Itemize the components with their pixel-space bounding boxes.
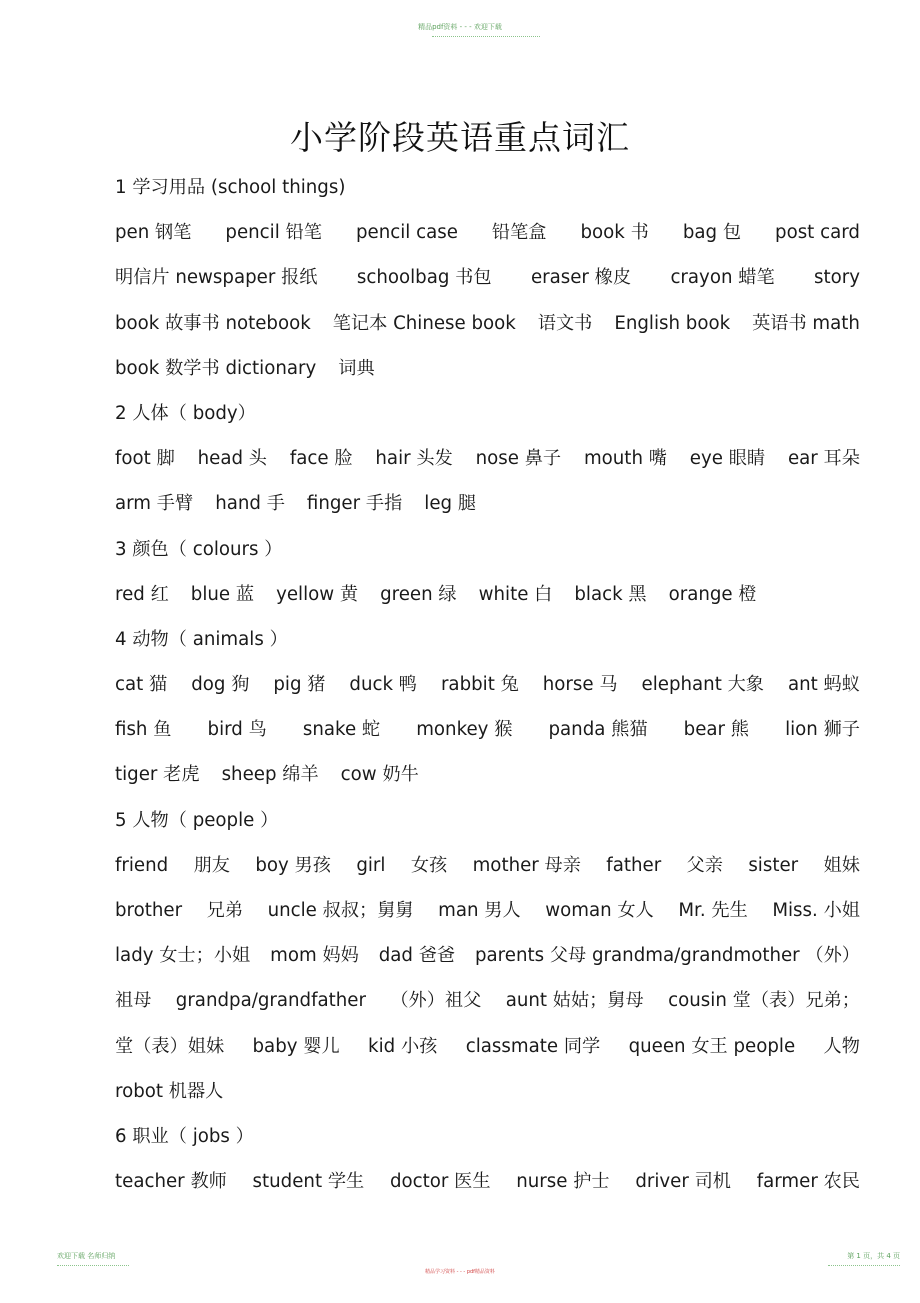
vocab-entry: eraser 橡皮 [530, 267, 632, 289]
vocab-entry: classmate 同学 [465, 1035, 601, 1057]
section-heading-text: 2 人体（ body） [115, 402, 256, 424]
vocab-entry: yellow 黄 [276, 583, 359, 605]
section-heading [115, 617, 860, 662]
vocab-entry: dad 爸爸 [378, 945, 456, 967]
section-heading-text: 6 职业（ jobs ） [115, 1125, 254, 1147]
vocab-line [115, 1159, 860, 1204]
footer-left-note: 欢迎下载 名师归纳 [57, 1252, 116, 1260]
document-title: 小学阶段英语重点词汇 [290, 118, 630, 157]
vocab-entry: cousin 堂（表）兄弟； [668, 990, 860, 1012]
vocab-entry: pen 钢笔 [115, 222, 192, 244]
vocab-entry: foot 脚 [115, 448, 175, 470]
vocab-line [115, 210, 860, 255]
vocab-entry: man 男人 [438, 900, 521, 921]
vocab-entry: horse 马 [542, 674, 618, 696]
vocab-entry: book 书 [580, 222, 649, 244]
vocab-entry: lion 狮子 [785, 719, 860, 741]
vocab-entry: book 数学书 dictionary [115, 357, 317, 379]
vocab-entry: lady 女士；小姐 [115, 945, 251, 967]
vocab-entry: head 头 [197, 448, 267, 470]
section-heading [115, 391, 860, 436]
vocab-entry: sheep 绵羊 [221, 764, 319, 786]
footer-watermark: 精品学习资料 - - - pdf精品资料 [425, 1269, 495, 1275]
vocab-entry: dog 狗 [191, 674, 250, 696]
vocab-entry: crayon 蜡笔 [670, 267, 775, 289]
vocab-entry: 词典 [338, 357, 375, 379]
vocab-entry: cow 奶牛 [340, 764, 419, 786]
vocab-line [115, 572, 860, 617]
vocab-entry: ear 耳朵 [787, 448, 860, 470]
vocab-entry: green 绿 [380, 583, 457, 605]
section-heading [115, 527, 860, 572]
vocab-entry: blue 蓝 [190, 583, 255, 605]
vocab-entry: snake 蛇 [302, 719, 381, 741]
vocab-entry: robot 机器人 [115, 1080, 224, 1102]
vocab-entry: leg 腿 [424, 493, 477, 515]
vocab-entry: black 黑 [574, 583, 647, 605]
vocab-line [115, 707, 860, 752]
vocab-entry: brother [115, 900, 183, 921]
vocab-line [115, 843, 860, 888]
vocab-entry: 姐妹 [823, 854, 860, 876]
vocab-entry: baby 婴儿 [252, 1035, 340, 1057]
vocab-line [115, 346, 860, 391]
section-heading-text: 3 颜色（ colours ） [115, 538, 283, 560]
vocab-line [115, 752, 860, 797]
vocabulary-list [115, 165, 860, 1204]
vocab-line [115, 301, 860, 346]
vocab-entry: red 红 [115, 583, 169, 605]
vocab-entry: story [814, 267, 860, 289]
vocab-entry: schoolbag 书包 [356, 267, 492, 289]
vocab-entry: 笔记本 Chinese book [332, 312, 516, 334]
vocab-entry: mom 妈妈 [270, 945, 359, 967]
footer-right-divider [828, 1265, 900, 1266]
vocab-line [115, 662, 860, 707]
vocab-entry: hand 手 [215, 493, 285, 515]
vocab-entry: 女孩 [410, 854, 448, 876]
vocab-entry: friend [115, 854, 169, 876]
vocab-entry: grandpa/grandfather [175, 990, 366, 1012]
vocab-entry: 明信片 newspaper 报纸 [115, 267, 318, 289]
vocab-entry: 英语书 math [752, 312, 860, 334]
vocab-entry: finger 手指 [306, 493, 403, 515]
vocab-entry: student 学生 [252, 1171, 365, 1193]
page-number: 第 1 页，共 4 页 [847, 1252, 900, 1260]
vocab-entry: girl [356, 854, 386, 876]
vocab-entry: English book [614, 312, 731, 334]
vocab-entry: Miss. 小姐 [772, 900, 860, 921]
vocab-entry: teacher 教师 [115, 1171, 227, 1193]
section-heading-text: 5 人物（ people ） [115, 809, 279, 831]
vocab-entry: nurse 护士 [516, 1171, 610, 1193]
vocab-entry: fish 鱼 [115, 719, 172, 741]
vocab-entry: driver 司机 [635, 1171, 731, 1193]
vocab-entry: orange 橙 [668, 583, 757, 605]
vocab-entry: eye 眼睛 [689, 448, 766, 470]
vocab-entry: 父亲 [686, 854, 723, 876]
section-heading [115, 165, 860, 210]
vocab-entry: 朋友 [193, 854, 230, 876]
section-heading-text: 1 学习用品 (school things) [115, 177, 346, 198]
vocab-entry: queen 女王 people [628, 1035, 796, 1057]
vocab-entry: book 故事书 notebook [115, 312, 311, 334]
vocab-entry: post card [775, 222, 860, 244]
vocab-entry: parents 父母 grandma/grandmother （外） [474, 945, 860, 967]
vocab-entry: pencil case [355, 222, 458, 244]
vocab-line [115, 481, 860, 526]
vocab-entry: mother 母亲 [472, 854, 581, 876]
vocab-entry: bear 熊 [683, 719, 749, 741]
vocab-line [115, 933, 860, 978]
vocab-entry: tiger 老虎 [115, 764, 200, 786]
vocab-entry: cat 猫 [115, 674, 168, 696]
vocab-entry: father [606, 854, 662, 876]
vocab-entry: 堂（表）姐妹 [115, 1035, 225, 1057]
vocab-entry: pig 猪 [273, 674, 326, 696]
section-heading [115, 798, 860, 843]
vocab-entry: farmer 农民 [756, 1171, 860, 1193]
vocab-entry: nose 鼻子 [475, 448, 562, 470]
vocab-entry: monkey 猴 [416, 719, 513, 741]
vocab-entry: sister [748, 854, 799, 876]
footer-left-divider [57, 1265, 129, 1266]
vocab-entry: 铅笔盒 [491, 222, 547, 244]
vocab-line [115, 978, 860, 1023]
vocab-line [115, 1069, 860, 1114]
vocab-line [115, 888, 860, 933]
vocab-entry: doctor 医生 [389, 1171, 491, 1193]
vocab-entry: bird 鸟 [207, 719, 267, 741]
vocab-line [115, 255, 860, 300]
vocab-entry: 兄弟 [206, 900, 244, 921]
vocab-entry: elephant 大象 [641, 674, 764, 696]
section-heading-text: 4 动物（ animals ） [115, 628, 288, 650]
vocab-entry: uncle 叔叔；舅舅 [267, 900, 414, 921]
vocab-line [115, 1024, 860, 1069]
vocab-entry: 语文书 [537, 312, 593, 334]
vocab-entry: 祖母 [115, 990, 152, 1012]
vocab-entry: hair 头发 [375, 448, 453, 470]
vocab-entry: face 脸 [289, 448, 353, 470]
vocab-entry: 人物 [823, 1035, 860, 1057]
section-heading [115, 1114, 860, 1159]
vocab-line [115, 436, 860, 481]
vocab-entry: duck 鸭 [349, 674, 417, 696]
vocab-entry: aunt 姑姑；舅母 [505, 990, 644, 1012]
vocab-entry: ant 蚂蚁 [787, 674, 860, 696]
vocab-entry: （外）祖父 [390, 990, 482, 1012]
vocab-entry: white 白 [478, 583, 553, 605]
vocab-entry: panda 熊猫 [548, 719, 648, 741]
vocab-entry: pencil 铅笔 [225, 222, 322, 244]
vocab-entry: woman 女人 [545, 900, 654, 921]
vocab-entry: arm 手臂 [115, 493, 194, 515]
vocab-entry: boy 男孩 [255, 854, 331, 876]
vocab-entry: mouth 嘴 [583, 448, 667, 470]
vocab-entry: rabbit 兔 [440, 674, 519, 696]
header-divider [432, 36, 540, 37]
vocab-entry: Mr. 先生 [678, 900, 748, 921]
vocab-entry: kid 小孩 [368, 1035, 438, 1057]
page-header-note: 精品pdf资料 - - - 欢迎下载 [418, 23, 502, 31]
vocab-entry: bag 包 [682, 222, 742, 244]
